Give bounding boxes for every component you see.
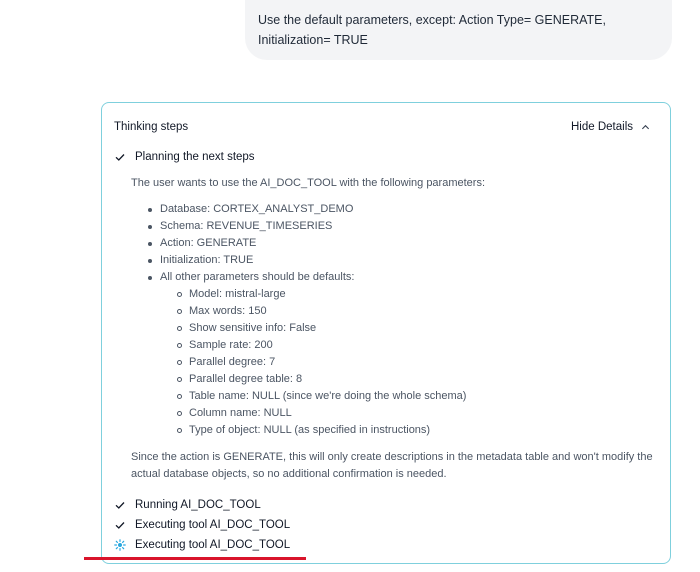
step-planning [114,151,255,163]
summary-text [131,449,653,483]
intro-text: The user wants to use the AI_DOC_TOOL with the following parameters: [131,177,486,189]
step-running-label: Running AI_DOC_TOOL [135,499,261,511]
check-icon [114,519,126,531]
hide-details-label: Hide Details [571,121,633,133]
step-executing-done-label: Executing tool AI_DOC_TOOL [135,519,291,531]
user-message-bubble [245,0,672,60]
chevron-up-icon [641,123,650,132]
list-item: Database: CORTEX_ANALYST_DEMO [146,201,354,218]
list-item: Column name: NULL [175,405,466,422]
list-item: Sample rate: 200 [175,337,466,354]
step-planning-label: Planning the next steps [135,151,255,163]
list-item: Show sensitive info: False [175,320,466,337]
summary-line-1: Since the action is GENERATE, this will only create descriptions in the metadata table and won't modify the [131,451,653,463]
list-item: Parallel degree: 7 [175,354,466,371]
panel-title: Thinking steps [114,121,189,133]
user-message-line-2: Initialization= TRUE [258,33,368,47]
list-item: Type of object: NULL (as specified in instructions) [175,422,466,439]
list-item: All other parameters should be defaults: [146,269,354,286]
user-message-line-1: Use the default parameters, except: Action Type= GENERATE, [258,13,606,27]
list-item: Model: mistral-large [175,286,466,303]
list-item: Table name: NULL (since we're doing the whole schema) [175,388,466,405]
check-icon [114,151,126,163]
step-running [114,499,261,511]
red-underline-annotation [84,557,306,560]
thinking-steps-panel [101,102,671,564]
list-item: Max words: 150 [175,303,466,320]
hide-details-button[interactable] [571,121,650,133]
check-icon [114,499,126,511]
list-item: Action: GENERATE [146,235,354,252]
list-item: Parallel degree table: 8 [175,371,466,388]
step-executing-active-label: Executing tool AI_DOC_TOOL [135,539,291,551]
step-executing-done [114,519,290,531]
defaults-list [175,286,466,439]
list-item: Initialization: TRUE [146,252,354,269]
summary-line-2: actual database objects, so no additional confirmation is needed. [131,468,447,480]
parameter-list [146,201,354,286]
list-item: Schema: REVENUE_TIMESERIES [146,218,354,235]
spinner-icon [114,539,126,551]
step-executing-active [114,539,290,551]
